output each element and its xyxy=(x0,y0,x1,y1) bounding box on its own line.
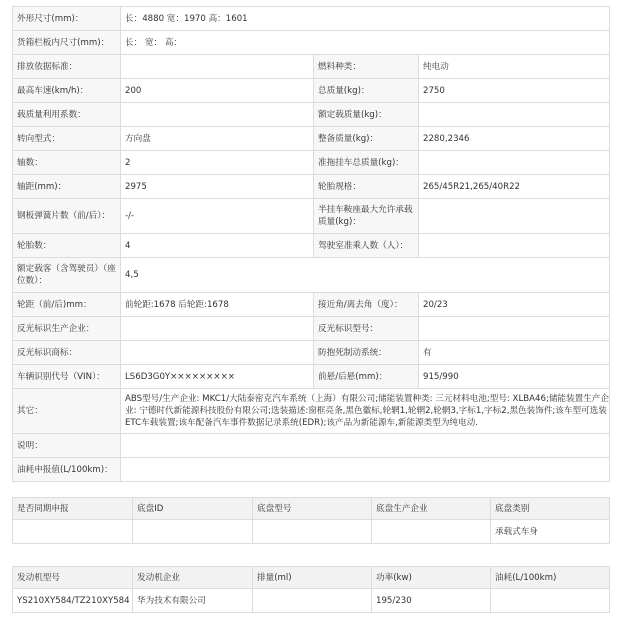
dims-value: 长：4880 宽：1970 高：1601 xyxy=(121,7,610,31)
saddle-value xyxy=(419,199,610,234)
note-label: 说明： xyxy=(13,434,121,458)
engine-header: 排量(ml) xyxy=(253,567,372,589)
spec-row xyxy=(13,199,610,234)
engine-table xyxy=(12,566,610,613)
refl-maker-label: 反光标识生产企业： xyxy=(13,317,121,341)
steering-label: 转向型式： xyxy=(13,127,121,151)
axles-label: 轴数： xyxy=(13,151,121,175)
emission-value xyxy=(121,55,314,79)
chassis-header: 底盘生产企业 xyxy=(372,498,491,520)
track-value: 前轮距:1678 后轮距:1678 xyxy=(121,293,314,317)
tire-label: 轮胎规格： xyxy=(314,175,419,199)
chassis-table xyxy=(12,497,610,544)
emission-label: 排放依据标准： xyxy=(13,55,121,79)
engine-cell xyxy=(491,589,610,613)
spec-row xyxy=(13,79,610,103)
seats-label: 额定载客（含驾驶员）（座位数）： xyxy=(13,258,121,293)
saddle-label: 半挂车鞍座最大允许承载质量(kg)： xyxy=(314,199,419,234)
abs-value: 有 xyxy=(419,341,610,365)
speed-value: 200 xyxy=(121,79,314,103)
refl-maker-value xyxy=(121,317,314,341)
engine-header: 油耗(L/100km) xyxy=(491,567,610,589)
engine-cell xyxy=(253,589,372,613)
engine-row xyxy=(13,589,610,613)
dims-label: 外形尺寸(mm)： xyxy=(13,7,121,31)
refl-model-label: 反光标识型号： xyxy=(314,317,419,341)
vin-label: 车辆识别代号（VIN）： xyxy=(13,365,121,389)
engine-header: 功率(kw) xyxy=(372,567,491,589)
speed-label: 最高车速(km/h)： xyxy=(13,79,121,103)
fuel-label: 燃料种类： xyxy=(314,55,419,79)
abs-label: 防抱死制动系统： xyxy=(314,341,419,365)
refl-brand-value xyxy=(121,341,314,365)
wheelbase-value: 2975 xyxy=(121,175,314,199)
spec-row xyxy=(13,7,610,31)
gross-value: 2750 xyxy=(419,79,610,103)
chassis-cell xyxy=(253,520,372,544)
tire-value: 265/45R21,265/40R22 xyxy=(419,175,610,199)
chassis-header: 底盘类别 xyxy=(491,498,610,520)
rated-load-label: 额定载质量(kg)： xyxy=(314,103,419,127)
overhang-value: 915/990 xyxy=(419,365,610,389)
spec-row xyxy=(13,365,610,389)
chassis-cell xyxy=(13,520,133,544)
spec-row xyxy=(13,31,610,55)
spring-value: -/- xyxy=(121,199,314,234)
engine-header-row xyxy=(13,567,610,589)
refl-brand-label: 反光标识商标： xyxy=(13,341,121,365)
engine-cell: 华为技术有限公司 xyxy=(133,589,253,613)
fuel-value: 纯电动 xyxy=(419,55,610,79)
vin-value: LS6D3G0Y××××××××× xyxy=(121,365,314,389)
chassis-header: 底盘ID xyxy=(133,498,253,520)
engine-header: 发动机型号 xyxy=(13,567,133,589)
spec-row xyxy=(13,151,610,175)
steering-value: 方向盘 xyxy=(121,127,314,151)
other-label: 其它： xyxy=(13,389,121,434)
track-label: 轮距（前/后)mm： xyxy=(13,293,121,317)
spec-row xyxy=(13,258,610,293)
cargo-label: 货箱栏板内尺寸(mm)： xyxy=(13,31,121,55)
cargo-value: 长： 宽： 高： xyxy=(121,31,610,55)
spec-row xyxy=(13,434,610,458)
trailer-label: 准拖挂车总质量(kg)： xyxy=(314,151,419,175)
spec-row xyxy=(13,234,610,258)
spec-row xyxy=(13,55,610,79)
chassis-cell xyxy=(133,520,253,544)
curb-label: 整备质量(kg)： xyxy=(314,127,419,151)
cab-value xyxy=(419,234,610,258)
engine-cell: YS210XY584/TZ210XY584 xyxy=(13,589,133,613)
spec-row xyxy=(13,317,610,341)
cab-label: 驾驶室准乘人数（人）： xyxy=(314,234,419,258)
wheelbase-label: 轴距(mm)： xyxy=(13,175,121,199)
tires-value: 4 xyxy=(121,234,314,258)
trailer-value xyxy=(419,151,610,175)
angle-value: 20/23 xyxy=(419,293,610,317)
axles-value: 2 xyxy=(121,151,314,175)
engine-header: 发动机企业 xyxy=(133,567,253,589)
spec-table xyxy=(12,6,610,482)
seats-value: 4,5 xyxy=(121,258,610,293)
chassis-row xyxy=(13,520,610,544)
chassis-cell: 承载式车身 xyxy=(491,520,610,544)
spring-label: 钢板弹簧片数（前/后）： xyxy=(13,199,121,234)
spec-row xyxy=(13,458,610,482)
spec-row xyxy=(13,341,610,365)
curb-value: 2280,2346 xyxy=(419,127,610,151)
spec-row xyxy=(13,293,610,317)
spec-row xyxy=(13,103,610,127)
spec-row xyxy=(13,389,610,434)
load-util-label: 载质量利用系数： xyxy=(13,103,121,127)
note-value xyxy=(121,434,610,458)
engine-cell: 195/230 xyxy=(372,589,491,613)
spec-row xyxy=(13,127,610,151)
chassis-header-row xyxy=(13,498,610,520)
chassis-cell xyxy=(372,520,491,544)
chassis-header: 是否同期申报 xyxy=(13,498,133,520)
overhang-label: 前悬/后悬(mm)： xyxy=(314,365,419,389)
fuel-report-value xyxy=(121,458,610,482)
gross-label: 总质量(kg)： xyxy=(314,79,419,103)
refl-model-value xyxy=(419,317,610,341)
load-util-value xyxy=(121,103,314,127)
chassis-header: 底盘型号 xyxy=(253,498,372,520)
other-value: ABS型号/生产企业: MKC1/大陆泰密克汽车系统（上海）有限公司;储能装置种类: 三元材料电池;型号: XLBA46;储能装置生产企业: 宁德时代新能源科技股份有限公司;选装描述:窗框亮条,黑色徽标,轮辋1,轮辋2,轮辋3,字标1,字标2,黑色装饰件;该车型可选装ETC车载装置;该车配备汽车事件数据记录系统(EDR);该产品为新能源车,新能源类型为纯电动. xyxy=(121,389,610,434)
spec-row xyxy=(13,175,610,199)
angle-label: 接近角/离去角（度）： xyxy=(314,293,419,317)
fuel-report-label: 油耗申报值(L/100km)： xyxy=(13,458,121,482)
tires-label: 轮胎数： xyxy=(13,234,121,258)
rated-load-value xyxy=(419,103,610,127)
